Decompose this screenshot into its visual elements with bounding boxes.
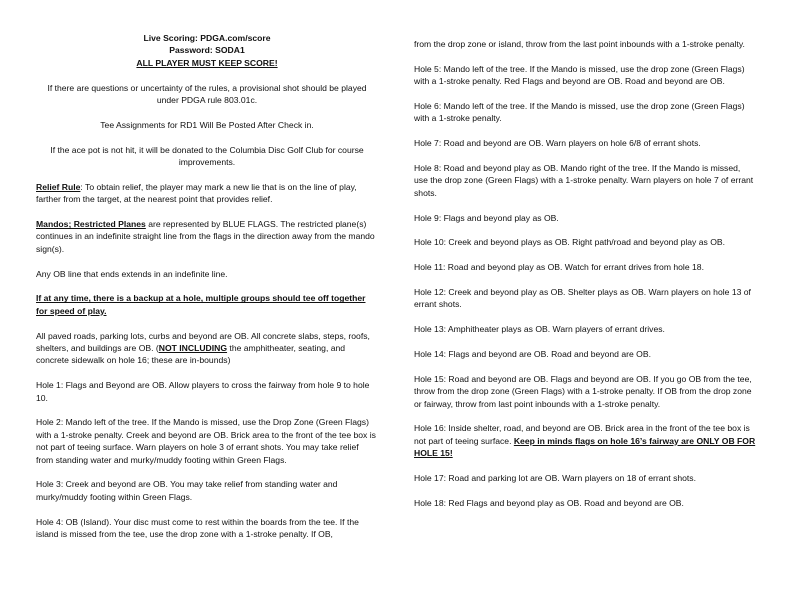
mandos-rule-text: are represented by BLUE FLAGS. The restricted plane(s) continues in an indefinite straight line from the flags in the direction away from the mando sign(s). [36,219,375,254]
hole-3-rule: Hole 3: Creek and beyond are OB. You may take relief from standing water and murky/muddy footing within Green Flags. [36,479,338,502]
relief-rule-label: Relief Rule [36,181,81,192]
paved-rule-not-including: NOT INCLUDING [158,343,228,354]
hole-9-rule: Hole 9: Flags and beyond play as OB. [414,212,559,223]
hole-1-rule: Hole 1: Flags and Beyond are OB. Allow players to cross the fairway from hole 9 to hole 10. [36,380,370,403]
paved-rule-text-1: All paved roads, parking lots, curbs and beyond are OB. All concrete slabs, steps, roofs, shelters, and buildings are OB. ( [36,330,370,354]
hole-13-rule: Hole 13: Amphitheater plays as OB. Warn players of errant drives. [414,324,665,335]
hole-14-rule: Hole 14: Flags and beyond are OB. Road and beyond are OB. [414,349,651,359]
hole-2-rule: Hole 2: Mando left of the tree. If the Mando is missed, use the Drop Zone (Green Flags) with a 1-stroke penalty. Creek and beyond are OB. Brick area to the front of the tee box is not part of teeing surface. Warn players on hole 3 of errant shots. You may take relief from standing water and murky/muddy footing within Green Flags. [36,417,376,465]
hole-6-rule: Hole 6: Mando left of the tree. If the Mando is missed, use the drop zone (Green Flags) with a 1-stroke penalty. [414,101,745,124]
hole-18-rule: Hole 18: Red Flags and beyond play as OB. Road and beyond are OB. [414,497,684,508]
hole-15-rule: Hole 15: Road and beyond are OB. Flags and beyond are OB. If you go OB from the tee, throw from the drop zone (Green Flags) with a 1-stroke penalty. If OB from the drop zone or fairway, throw from last point inbounds with a 1-stroke penalty. [414,373,752,409]
live-scoring-line: Live Scoring: PDGA.com/score [143,33,271,43]
paved-rule-text-2: the amphitheater, seating, and concrete sidewalk on hole 16; these are in-bounds) [36,343,346,366]
hole-16-warning: Keep in minds flags on hole 16’s fairway are ONLY OB FOR HOLE 15! [414,435,756,459]
paved-rule [36,330,378,367]
header-block [36,32,378,69]
right-column [414,38,756,509]
provisional-note: If there are questions or uncertainty of the rules, a provisional shot should be played under PDGA rule 803.01c. [47,82,367,106]
hole-10-rule: Hole 10: Creek and beyond plays as OB. Right path/road and beyond play as OB. [414,237,725,248]
hole-17-rule: Hole 17: Road and parking lot are OB. Warn players on 18 of errant shots. [414,473,696,484]
backup-rule: If at any time, there is a backup at a hole, multiple groups should tee off together for speed of play. [36,293,366,316]
keep-score-line: ALL PLAYER MUST KEEP SCORE! [136,57,278,68]
hole-16-rule [414,422,756,459]
hole-4-rule-cont: from the drop zone or island, throw from the last point inbounds with a 1-stroke penalty. [414,39,745,49]
relief-rule-text: : To obtain relief, the player may mark a new lie that is on the line of play, farther from the target, at the nearest point that provides relief. [36,181,357,205]
hole-7-rule: Hole 7: Road and beyond are OB. Warn players on hole 6/8 of errant shots. [414,138,701,149]
tee-assignments-note: Tee Assignments for RD1 Will Be Posted After Check in. [100,119,314,130]
relief-rule [36,181,378,206]
hole-16-text: Hole 16: Inside shelter, road, and beyond are OB. Brick area in the front of the tee box is not part of teeing surface. [414,423,750,446]
mandos-rule-label: Mandos; Restricted Planes [36,219,146,230]
hole-11-rule: Hole 11: Road and beyond play as OB. Watch for errant drives from hole 18. [414,262,704,273]
hole-4-rule-start: Hole 4: OB (Island). Your disc must come to rest within the boards from the tee. If the island is missed from the tee, use the drop zone with a 1-stroke penalty. If OB, [36,516,359,540]
hole-12-rule: Hole 12: Creek and beyond play as OB. Shelter plays as OB. Warn players on hole 13 of errant shots. [414,287,751,310]
password-line: Password: SODA1 [169,45,245,56]
hole-5-rule: Hole 5: Mando left of the tree. If the Mando is missed, use the drop zone (Green Flags) with a 1-stroke penalty. Red Flags and beyond are OB. Road and beyond are OB. [414,63,745,87]
left-column [36,32,378,540]
ace-pot-note: If the ace pot is not hit, it will be donated to the Columbia Disc Golf Club for course improvements. [50,144,364,168]
ob-line-rule: Any OB line that ends extends in an indefinite line. [36,268,228,279]
hole-8-rule: Hole 8: Road and beyond play as OB. Mando right of the tree. If the Mando is missed, use the drop zone (Green Flags) with a 1-stroke penalty. Warn players on hole 7 of errant shots. [414,163,754,198]
mandos-rule [36,218,378,255]
